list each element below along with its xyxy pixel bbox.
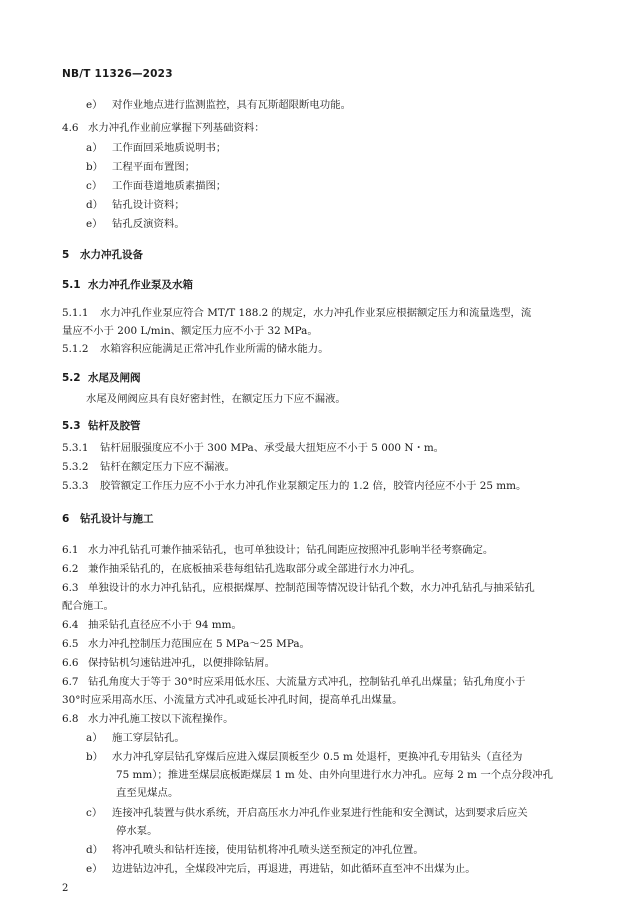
clause-text: 抽采钻孔直径应不小于 94 mm。 <box>88 619 242 631</box>
text-line-l-63a <box>62 581 535 595</box>
clause-number: 6 <box>62 513 70 525</box>
clause-number: 5.1 <box>62 279 81 291</box>
text-line-l-67a <box>62 675 525 689</box>
clause-number: 4.6 <box>62 122 79 134</box>
clause-text: 水力冲孔作业前应掌握下列基础资料： <box>88 122 265 134</box>
clause-number: 5.1.2 <box>62 343 89 355</box>
text-line-l-512 <box>62 342 329 356</box>
clause-text: 钻杆及胶管 <box>88 420 141 432</box>
text-line-l-68b1 <box>86 750 522 764</box>
clause-number: a） <box>86 142 103 154</box>
clause-text: 边进钻边冲孔，全煤段冲完后，再退进，再进钻，如此循环直至冲不出煤为止。 <box>112 863 476 875</box>
text-line-l-68c1 <box>86 806 528 820</box>
clause-number: 6.7 <box>62 676 79 688</box>
clause-number: b） <box>86 751 104 763</box>
text-line-l-533 <box>62 479 526 493</box>
text-line-l-52p <box>86 392 346 406</box>
clause-text: 配合施工。 <box>62 600 114 612</box>
clause-text: 水力冲孔作业泵及水箱 <box>88 279 193 291</box>
text-line-l-51 <box>62 278 193 292</box>
clause-text: 水力冲孔施工按以下流程操作。 <box>88 713 234 725</box>
clause-text: 停水泵。 <box>116 825 158 837</box>
clause-number: 5.2 <box>62 372 81 384</box>
clause-number: c） <box>86 807 103 819</box>
clause-text: 水力冲孔作业泵应符合 MT/T 188.2 的规定，水力冲孔作业泵应根据额定压力和流量选型，流 <box>100 307 532 319</box>
clause-text: 水力冲孔钻孔可兼作抽采钻孔，也可单独设计；钻孔间距应按照冲孔影响半径考察确定。 <box>88 544 494 556</box>
clause-text: 胶管额定工作压力应不小于水力冲孔作业泵额定压力的 1.2 倍，胶管内径应不小于 25 mm。 <box>100 480 527 492</box>
clause-text: 单独设计的水力冲孔钻孔，应根据煤厚、控制范围等情况设计钻孔个数，水力冲孔钻孔与抽采钻孔 <box>88 582 535 594</box>
text-line-l-511b <box>62 324 318 338</box>
clause-text: 工作面回采地质说明书； <box>112 142 227 154</box>
clause-number: 5.1.1 <box>62 307 89 319</box>
clause-number: d） <box>86 844 104 856</box>
text-line-l-e1 <box>86 98 351 112</box>
clause-text: 钻孔设计资料； <box>112 199 185 211</box>
clause-number: b） <box>86 161 104 173</box>
clause-text: 兼作抽采钻孔的，在底板抽采巷每组钻孔选取部分或全部进行水力冲孔。 <box>88 563 421 575</box>
clause-number: 5.3.1 <box>62 442 89 454</box>
clause-number: 6.3 <box>62 582 79 594</box>
text-line-l-68e <box>86 862 476 876</box>
text-line-l-46 <box>62 121 265 135</box>
clause-text: 工程平面布置图； <box>112 161 196 173</box>
text-line-l-46c <box>86 179 226 193</box>
text-line-l-52 <box>62 371 141 385</box>
text-line-l-46b <box>86 160 195 174</box>
standard-number-header: NB/T 11326—2023 <box>62 68 173 80</box>
clause-text: 保持钻机匀速钻进冲孔，以便排除钻屑。 <box>88 657 276 669</box>
text-line-l-68d <box>86 843 424 857</box>
text-line-l-68c2 <box>116 824 158 838</box>
text-line-l-62 <box>62 562 421 576</box>
clause-number: a） <box>86 732 103 744</box>
text-line-l-511a <box>62 306 531 320</box>
clause-number: d） <box>86 199 104 211</box>
clause-text: 钻孔反演资料。 <box>112 218 185 230</box>
clause-number: 5 <box>62 249 70 261</box>
clause-text: 水力冲孔设备 <box>80 249 143 261</box>
text-line-l-66 <box>62 656 275 670</box>
clause-text: 将冲孔喷头和钻杆连接，使用钻机将冲孔喷头送至预定的冲孔位置。 <box>112 844 424 856</box>
clause-number: 6.6 <box>62 657 79 669</box>
text-line-l-68a <box>86 731 185 745</box>
clause-text: 连接冲孔装置与供水系统，开启高压水力冲孔作业泵进行性能和安全测试，达到要求后应关 <box>112 807 528 819</box>
clause-text: 水力冲孔控制压力范围应在 5 MPa～25 MPa。 <box>88 638 310 650</box>
clause-number: e） <box>86 218 103 230</box>
clause-number: c） <box>86 180 103 192</box>
text-line-l-61 <box>62 543 493 557</box>
text-line-l-531 <box>62 441 444 455</box>
clause-text: 水尾及闸阀应具有良好密封性，在额定压力下应不漏液。 <box>86 393 346 405</box>
text-line-l-63b <box>62 599 114 613</box>
clause-text: 钻杆在额定压力下应不漏液。 <box>100 461 236 473</box>
clause-text: 水箱容积应能满足正常冲孔作业所需的储水能力。 <box>100 343 329 355</box>
text-line-l-6 <box>62 512 154 526</box>
clause-text: 钻孔设计与施工 <box>80 513 154 525</box>
clause-number: 5.3 <box>62 420 81 432</box>
text-line-l-46e <box>86 217 185 231</box>
clause-number: e） <box>86 99 103 111</box>
clause-text: 对作业地点进行监测监控，具有瓦斯超限断电功能。 <box>112 99 351 111</box>
text-line-l-64 <box>62 618 242 632</box>
clause-text: 30°时应采用高水压、小流量方式冲孔或延长冲孔时间，提高单孔出煤量。 <box>62 694 403 706</box>
text-line-l-65 <box>62 637 310 651</box>
text-line-l-5 <box>62 248 143 262</box>
text-line-l-46a <box>86 141 226 155</box>
page-number: 2 <box>62 883 69 894</box>
clause-text: 直至见煤点。 <box>116 787 179 799</box>
text-line-l-67b <box>62 693 403 707</box>
clause-number: e） <box>86 863 103 875</box>
clause-number: 5.3.2 <box>62 461 89 473</box>
clause-number: 6.8 <box>62 713 79 725</box>
clause-text: 钻杆屈服强度应不小于 300 MPa、承受最大扭矩应不小于 5 000 N・m。 <box>100 442 445 454</box>
clause-text: 水力冲孔穿层钻孔穿煤后应进入煤层顶板至少 0.5 m 处退杆，更换冲孔专用钻头（直径为 <box>112 751 523 763</box>
text-line-l-68b2 <box>116 768 553 782</box>
text-line-l-532 <box>62 460 235 474</box>
text-line-l-53 <box>62 419 141 433</box>
text-line-l-68b3 <box>116 786 178 800</box>
text-line-l-68 <box>62 712 233 726</box>
clause-number: 6.4 <box>62 619 79 631</box>
clause-text: 75 mm）；推进至煤层底板距煤层 1 m 处、由外向里进行水力冲孔。应每 2 m 一个点分段冲孔 <box>116 769 554 781</box>
clause-text: 钻孔角度大于等于 30°时应采用低水压、大流量方式冲孔，控制钻孔单孔出煤量；钻孔角度小于 <box>88 676 526 688</box>
clause-text: 工作面巷道地质素描图； <box>112 180 227 192</box>
clause-number: 6.2 <box>62 563 79 575</box>
clause-text: 施工穿层钻孔。 <box>112 732 185 744</box>
text-line-l-46d <box>86 198 185 212</box>
clause-text: 量应不小于 200 L/min、额定压力应不小于 32 MPa。 <box>62 325 318 337</box>
clause-number: 6.5 <box>62 638 79 650</box>
clause-text: 水尾及闸阀 <box>88 372 141 384</box>
clause-number: 5.3.3 <box>62 480 89 492</box>
clause-number: 6.1 <box>62 544 79 556</box>
